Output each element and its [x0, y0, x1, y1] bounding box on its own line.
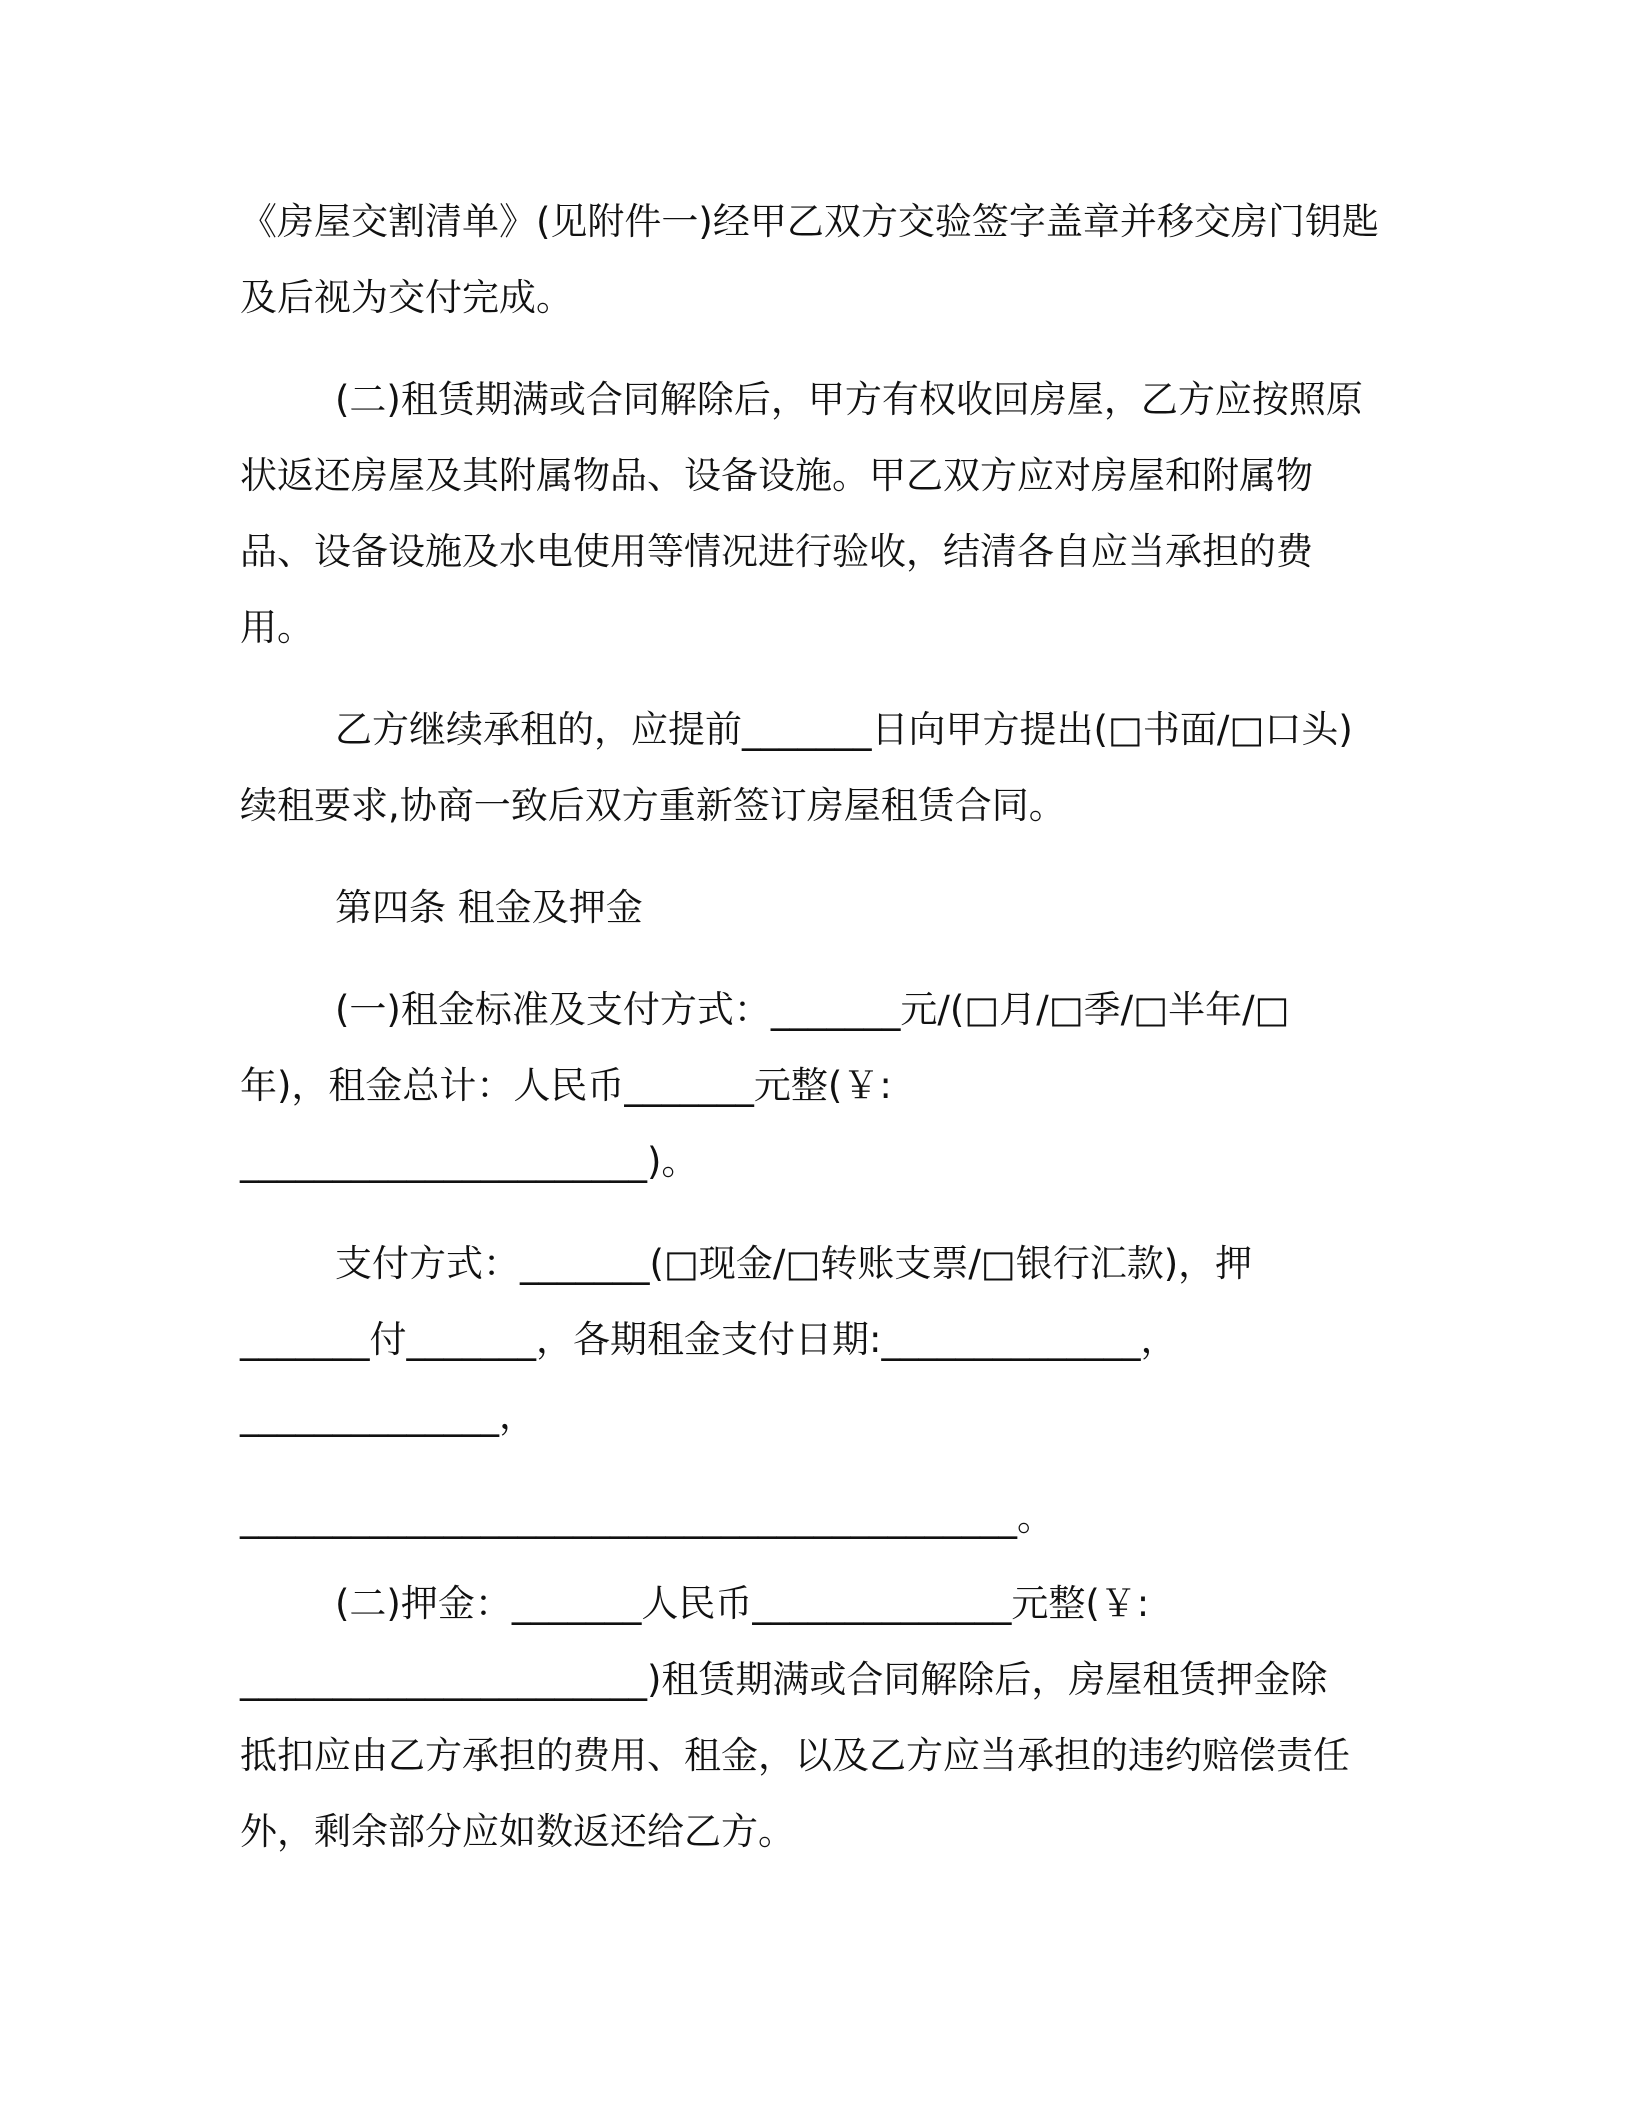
text-line-13: 支付方式：_______(□现金/□转账支票/□银行汇款)，押 [335, 1242, 1253, 1285]
text-line-2: 及后视为交付完成。 [240, 276, 573, 319]
text-line-12: ______________________)。 [240, 1140, 699, 1183]
text-line-11: 年)，租金总计：人民币_______元整(￥: [240, 1064, 892, 1107]
text-line-7: 乙方继续承租的，应提前_______日向甲方提出(□书面/□口头) [335, 708, 1353, 751]
text-line-1: 《房屋交割清单》(见附件一)经甲乙双方交验签字盖章并移交房门钥匙 [240, 200, 1379, 243]
article-heading: 第四条 租金及押金 [335, 886, 643, 929]
text-line-10: (一)租金标准及支付方式：_______元/(□月/□季/□半年/□ [335, 988, 1290, 1031]
text-line-20: 外，剩余部分应如数返还给乙方。 [240, 1810, 795, 1853]
text-line-8: 续租要求,协商一致后双方重新签订房屋租赁合同。 [240, 784, 1066, 827]
text-line-19: 抵扣应由乙方承担的费用、租金，以及乙方应当承担的违约赔偿责任 [240, 1734, 1350, 1777]
text-line-6: 用。 [240, 606, 314, 649]
text-line-14: _______付_______，各期租金支付日期:______________， [240, 1318, 1178, 1361]
text-line-3: (二)租赁期满或合同解除后，甲方有权收回房屋，乙方应按照原 [335, 378, 1363, 421]
text-line-15: ______________， [240, 1394, 536, 1437]
text-line-4: 状返还房屋及其附属物品、设备设施。甲乙双方应对房屋和附属物 [240, 454, 1313, 497]
text-line-16: __________________________________________。 [240, 1496, 1054, 1539]
text-line-17: (二)押金：_______人民币______________元整(￥: [335, 1582, 1150, 1625]
text-line-5: 品、设备设施及水电使用等情况进行验收，结清各自应当承担的费 [240, 530, 1313, 573]
text-line-18: ______________________)租赁期满或合同解除后，房屋租赁押金除 [240, 1658, 1328, 1701]
